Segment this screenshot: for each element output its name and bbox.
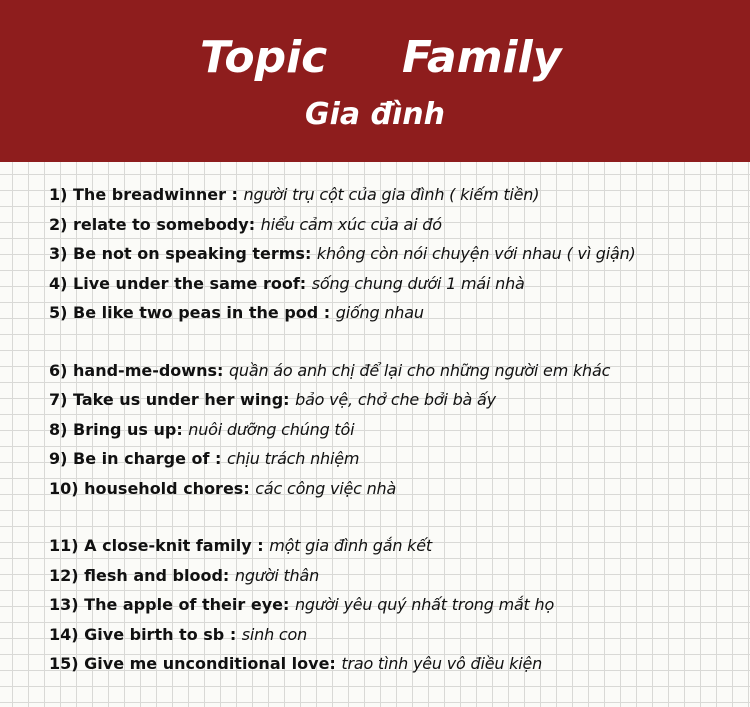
vocab-meaning: sống chung dưới 1 mái nhà — [311, 273, 525, 293]
vocab-term: 5) Be like two peas in the pod : — [49, 303, 336, 322]
vocab-meaning: bảo vệ, chở che bởi bà ấy — [295, 390, 496, 409]
vocab-item — [49, 298, 749, 328]
vocab-term: 13) The apple of their eye: — [49, 595, 295, 614]
subtitle: Gia đình — [304, 97, 446, 132]
vocab-item — [49, 444, 749, 474]
vocabulary-list — [49, 180, 749, 707]
vocab-item — [49, 385, 749, 415]
vocab-item — [49, 620, 749, 650]
vocab-meaning: trao tình yêu vô điều kiện — [341, 654, 543, 673]
title-topic: Topic — [200, 32, 328, 83]
header-banner — [0, 0, 750, 162]
vocab-meaning: chịu trách nhiệm — [227, 449, 360, 468]
vocab-meaning: nuôi dưỡng chúng tôi — [188, 419, 355, 439]
vocab-group-2 — [49, 356, 749, 504]
vocab-meaning: người yêu quý nhất trong mắt họ — [294, 595, 555, 614]
vocab-term: 4) Live under the same roof: — [49, 273, 312, 293]
vocab-term: 6) hand-me-downs: — [49, 360, 229, 380]
vocab-term: 1) The breadwinner : — [49, 185, 244, 204]
vocab-term: 12) flesh and blood: — [49, 565, 235, 585]
vocab-item — [49, 561, 749, 591]
vocab-meaning: hiểu cảm xúc của ai đó — [260, 214, 442, 234]
vocab-item — [49, 356, 749, 386]
vocab-meaning: một gia đình gắn kết — [269, 536, 432, 555]
vocab-item — [49, 269, 749, 299]
vocab-item — [49, 239, 749, 269]
vocab-term: 3) Be not on speaking terms: — [49, 244, 317, 263]
vocab-item — [49, 180, 749, 210]
vocab-term: 7) Take us under her wing: — [49, 390, 296, 409]
vocab-term: 14) Give birth to sb : — [49, 624, 242, 644]
vocab-meaning: người trụ cột của gia đình ( kiếm tiền) — [243, 185, 540, 204]
vocab-term: 10) household chores: — [49, 478, 256, 498]
vocab-term: 15) Give me unconditional love: — [49, 654, 342, 673]
vocab-term: 2) relate to somebody: — [49, 214, 261, 234]
vocab-group-3 — [49, 531, 749, 679]
vocab-meaning: giống nhau — [335, 303, 424, 322]
vocab-term: 8) Bring us up: — [49, 419, 189, 439]
vocab-term: 9) Be in charge of : — [49, 449, 228, 468]
vocab-meaning: không còn nói chuyện với nhau ( vì giận) — [316, 244, 636, 263]
title-family: Family — [402, 32, 562, 83]
vocab-item — [49, 649, 749, 679]
vocab-meaning: quần áo anh chị để lại cho những người em khác — [228, 360, 611, 380]
vocab-item — [49, 474, 749, 504]
vocab-group-1 — [49, 180, 749, 328]
vocab-meaning: các công việc nhà — [255, 478, 397, 498]
vocab-meaning: sinh con — [241, 624, 308, 644]
vocab-meaning: người thân — [234, 565, 320, 585]
vocab-term: 11) A close-knit family : — [49, 536, 270, 555]
vocab-item — [49, 210, 749, 240]
vocab-item — [49, 590, 749, 620]
vocab-item — [49, 415, 749, 445]
vocab-item — [49, 531, 749, 561]
